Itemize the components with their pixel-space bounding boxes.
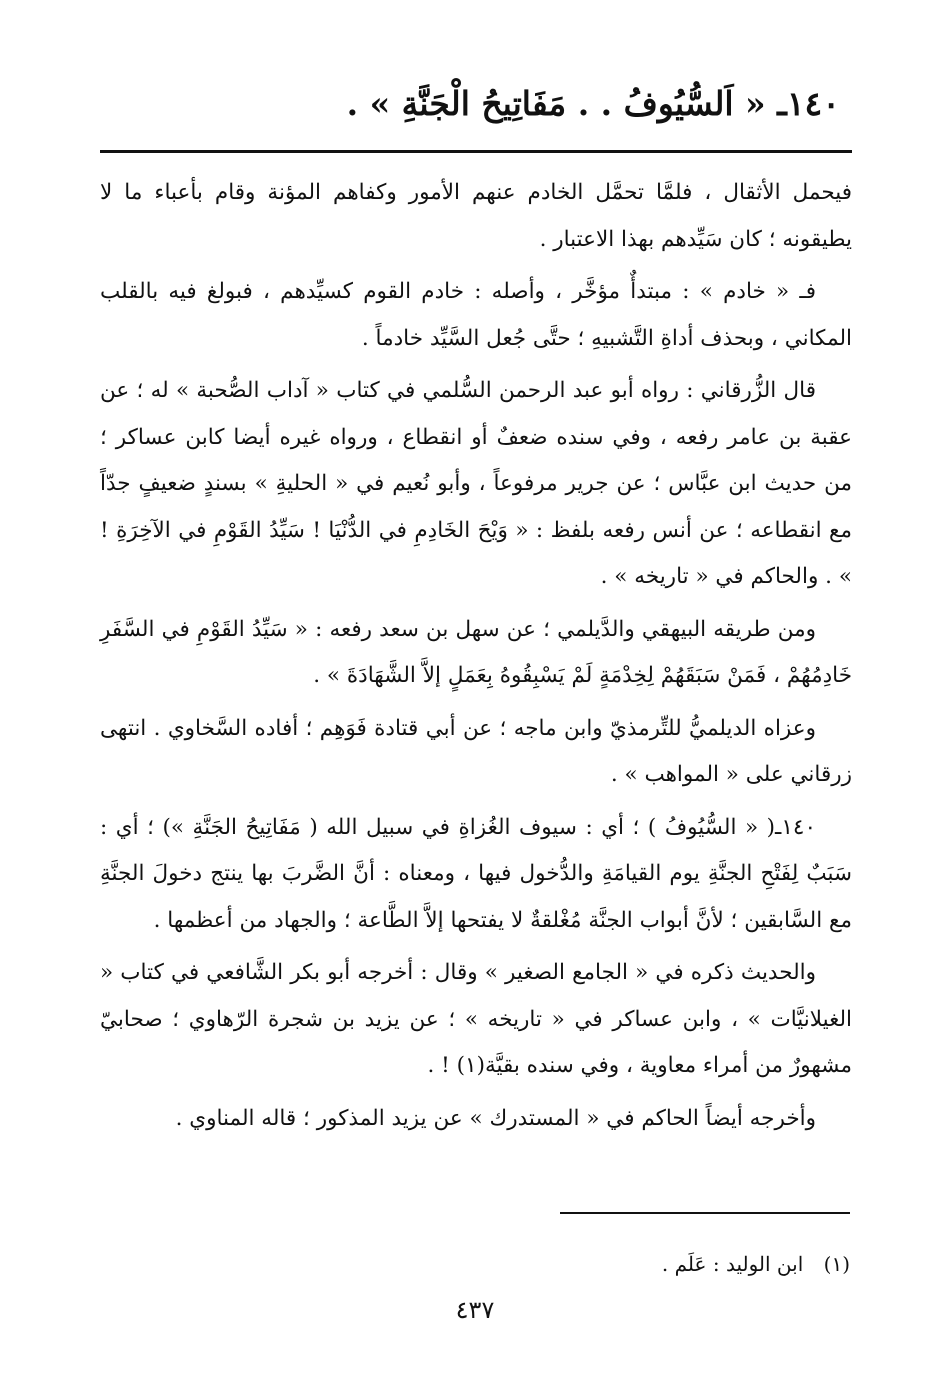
section-heading: ١٤٠ـ « اَلسُّيُوفُ . . مَفَاتِيحُ الْجَنَّةِ » . bbox=[346, 84, 840, 123]
paragraph-1: فيحمل الأثقال ، فلمَّا تحمَّل الخادم عنهم الأمور وكفاهم المؤنة وقام بأعباء ما لا يطيقونه ؛ كان سَيِّدهم بهذا الاعتبار . bbox=[100, 180, 852, 252]
footnote bbox=[98, 1244, 850, 1284]
header-divider bbox=[100, 150, 852, 153]
paragraph-5: وعزاه الديلميُّ للتِّرمذيّ وابن ماجه ؛ عن أبي قتادة فَوَهِم ؛ أفاده السَّخاوي . انتهى زرقاني على « المواهب » . bbox=[100, 715, 852, 787]
page-number: ٤٣٧ bbox=[455, 1296, 495, 1324]
footnote-text: ابن الوليد : عَلَم . bbox=[661, 1252, 804, 1276]
footnote-divider bbox=[560, 1212, 850, 1214]
paragraph-8: وأخرجه أيضاً الحاكم في « المستدرك » عن يزيد المذكور ؛ قاله المناوي . bbox=[175, 1105, 816, 1131]
main-text bbox=[100, 170, 852, 1148]
paragraph-7: والحديث ذكره في « الجامع الصغير » وقال : أخرجه أبو بكر الشَّافعي في كتاب « الغيلانيَّات » ، وابن عساكر في « تاريخه » ؛ عن يزيد بن شجرة الرّهاوي ؛ صحابيّ مشهورٌ من أمراء معاوية ، وفي سنده بقيَّة(١) ! . bbox=[100, 960, 852, 1078]
footnote-number: (١) bbox=[823, 1252, 850, 1276]
paragraph-3: قال الزُّرقاني : رواه أبو عبد الرحمن السُّلمي في كتاب « آداب الصُّحبة » له ؛ عن عقبة بن عامر رفعه ، وفي سنده ضعفٌ أو انقطاع ، ورواه غيره أيضا كابن عساكر ؛ من حديث ابن عبَّاس ؛ عن جرير مرفوعاً ، وأبو نُعيم في « الحليةِ » بسندٍ ضعيفٍ جدّاً مع انقطاعه ؛ عن أنس رفعه بلفظ : « وَيْحَ الخَادِمِ في الدُّنْيَا ! سَيِّدُ القَوْمِ في الآخِرَةِ ! » . والحاكم في « تاريخه » . bbox=[100, 378, 852, 589]
paragraph-2: فـ « خادم » : مبتدأٌ مؤخَّر ، وأصله : خادم القوم كسيِّدهم ، فبولغ فيه بالقلب المكاني ، وبحذف أداةِ التَّشبيهِ ؛ حتَّى جُعل السَّيِّد خادماً . bbox=[100, 279, 852, 351]
paragraph-6: ١٤٠ـ( « السُّيُوفُ ) ؛ أي : سيوف الغُزاةِ في سبيل الله ( مَفَاتِيحُ الجَنَّةِ ») ؛ أي : سَبَبٌ لِفَتْحِ الجنَّةِ يوم القيامَةِ والدُّخول فيها ، ومعناه : أنَّ الضَّربَ بها ينتج دخولَ الجنَّةِ مع السَّابقين ؛ لأنَّ أبواب الجنَّة مُغْلقةٌ لا يفتحها إلاَّ الطَّاعة ؛ والجهاد من أعظمها . bbox=[100, 814, 852, 933]
paragraph-4: ومن طريقه البيهقي والدَّيلمي ؛ عن سهل بن سعد رفعه : « سَيِّدُ القَوْمِ في السَّفَرِ خَادِمُهُمْ ، فَمَنْ سَبَقَهُمْ لِخِدْمَةٍ لَمْ يَسْبِقُوهُ بِعَمَلٍ إلاَّ الشَّهَادَةَ » . bbox=[100, 616, 852, 688]
